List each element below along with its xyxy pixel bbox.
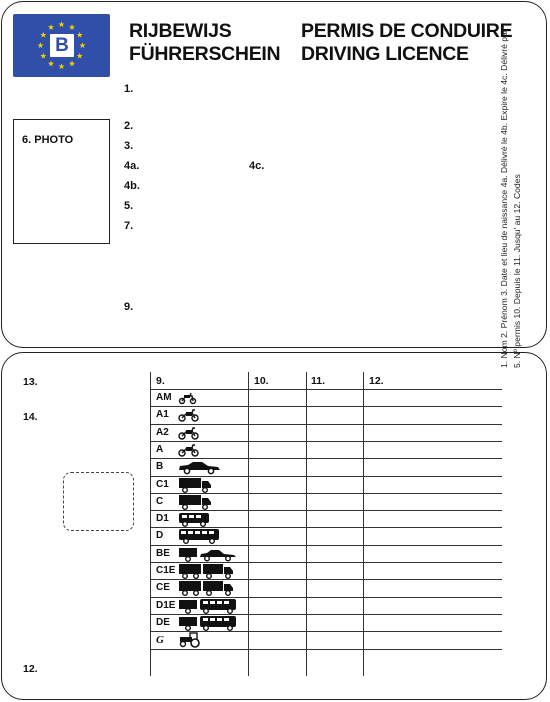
truck-trailer-icon	[178, 580, 236, 596]
category-row-c1	[150, 476, 502, 493]
photo-label: 6. PHOTO	[22, 134, 74, 146]
col-header-10: 10.	[254, 375, 269, 387]
category-code: AM	[156, 392, 172, 403]
motorcycle-icon	[178, 425, 214, 441]
category-code: CE	[156, 582, 170, 594]
star-icon	[58, 21, 64, 27]
bus-trailer-icon	[178, 598, 238, 614]
category-code: G	[156, 634, 164, 647]
star-icon	[77, 32, 83, 38]
category-row-am	[150, 389, 502, 406]
category-code: C	[156, 495, 164, 507]
motorcycle-icon	[178, 407, 214, 423]
title-en: DRIVING LICENCE	[301, 43, 469, 65]
star-icon	[77, 53, 83, 59]
field-7-label: 7.	[124, 220, 134, 232]
category-code: A1	[156, 409, 169, 421]
table-row-line	[150, 649, 502, 650]
category-code: C1E	[156, 565, 176, 576]
category-code: DE	[156, 616, 170, 628]
field-4b-label: 4b.	[124, 180, 140, 192]
licence-front	[1, 1, 547, 348]
field-9-label: 9.	[124, 301, 134, 313]
category-code: D	[156, 530, 164, 542]
field-5-label: 5.	[124, 200, 134, 212]
field-14-label: 14.	[23, 411, 38, 423]
country-code: B	[50, 34, 74, 57]
legend-line-1: 1. Nom 2. Prénom 3. Date et lieu de naissance 4a. Délivré le 4b. Expire le 4c. Délivré par	[499, 29, 509, 368]
car-trailer-icon	[178, 546, 238, 562]
bus-icon	[178, 528, 222, 544]
category-code: C1	[156, 478, 169, 490]
car-icon	[178, 459, 222, 475]
chip-outline	[63, 472, 134, 531]
bus-trailer-icon	[178, 615, 238, 631]
moped-icon	[178, 390, 214, 406]
col-header-9: 9.	[156, 375, 165, 387]
truck-trailer-icon	[178, 563, 236, 579]
category-code: B	[156, 461, 164, 473]
title-fr: PERMIS DE CONDUIRE	[301, 20, 513, 42]
category-row-de	[150, 614, 502, 631]
category-row-c1e	[150, 562, 502, 579]
motorcycle-icon	[178, 442, 214, 458]
col-header-11: 11.	[311, 375, 326, 387]
field-legend	[498, 29, 528, 368]
field-2-label: 2.	[124, 120, 134, 132]
eu-flag-icon	[13, 14, 110, 77]
field-13-label: 13.	[23, 376, 38, 388]
category-table	[150, 372, 502, 676]
category-row-d	[150, 527, 502, 544]
category-code: BE	[156, 547, 170, 559]
category-row-b	[150, 458, 502, 475]
category-code: A	[156, 443, 164, 455]
title-nl: RIJBEWIJS	[129, 20, 232, 42]
star-icon	[37, 42, 43, 48]
field-4a-label: 4a.	[124, 160, 140, 172]
star-icon	[69, 60, 75, 66]
category-row-be	[150, 545, 502, 562]
star-icon	[40, 32, 46, 38]
truck-icon	[178, 494, 214, 510]
legend-line-2: 5. Nº permis 10. Depuis le 11. Jusqu' au 12. Codes	[512, 174, 522, 368]
tractor-icon	[178, 632, 214, 648]
star-icon	[48, 24, 54, 30]
star-icon	[79, 42, 85, 48]
category-row-a1	[150, 406, 502, 423]
category-code: D1	[156, 513, 169, 525]
star-icon	[48, 60, 54, 66]
category-code: D1E	[156, 599, 176, 611]
title-de: FÜHRERSCHEIN	[129, 43, 281, 65]
category-row-ce	[150, 579, 502, 596]
category-row-g	[150, 631, 502, 648]
star-icon	[40, 53, 46, 59]
photo-box	[13, 119, 110, 244]
category-row-a2	[150, 424, 502, 441]
truck-icon	[178, 477, 214, 493]
star-icon	[69, 24, 75, 30]
col-header-12: 12.	[369, 375, 384, 387]
category-code: A2	[156, 426, 169, 438]
minibus-icon	[178, 511, 214, 527]
field-3-label: 3.	[124, 140, 134, 152]
category-row-d1	[150, 510, 502, 527]
field-1-label: 1.	[124, 83, 134, 95]
field-12-label: 12.	[23, 663, 38, 675]
category-row-c	[150, 493, 502, 510]
category-row-d1e	[150, 597, 502, 614]
field-4c-label: 4c.	[249, 160, 265, 172]
star-icon	[58, 63, 64, 69]
category-row-a	[150, 441, 502, 458]
